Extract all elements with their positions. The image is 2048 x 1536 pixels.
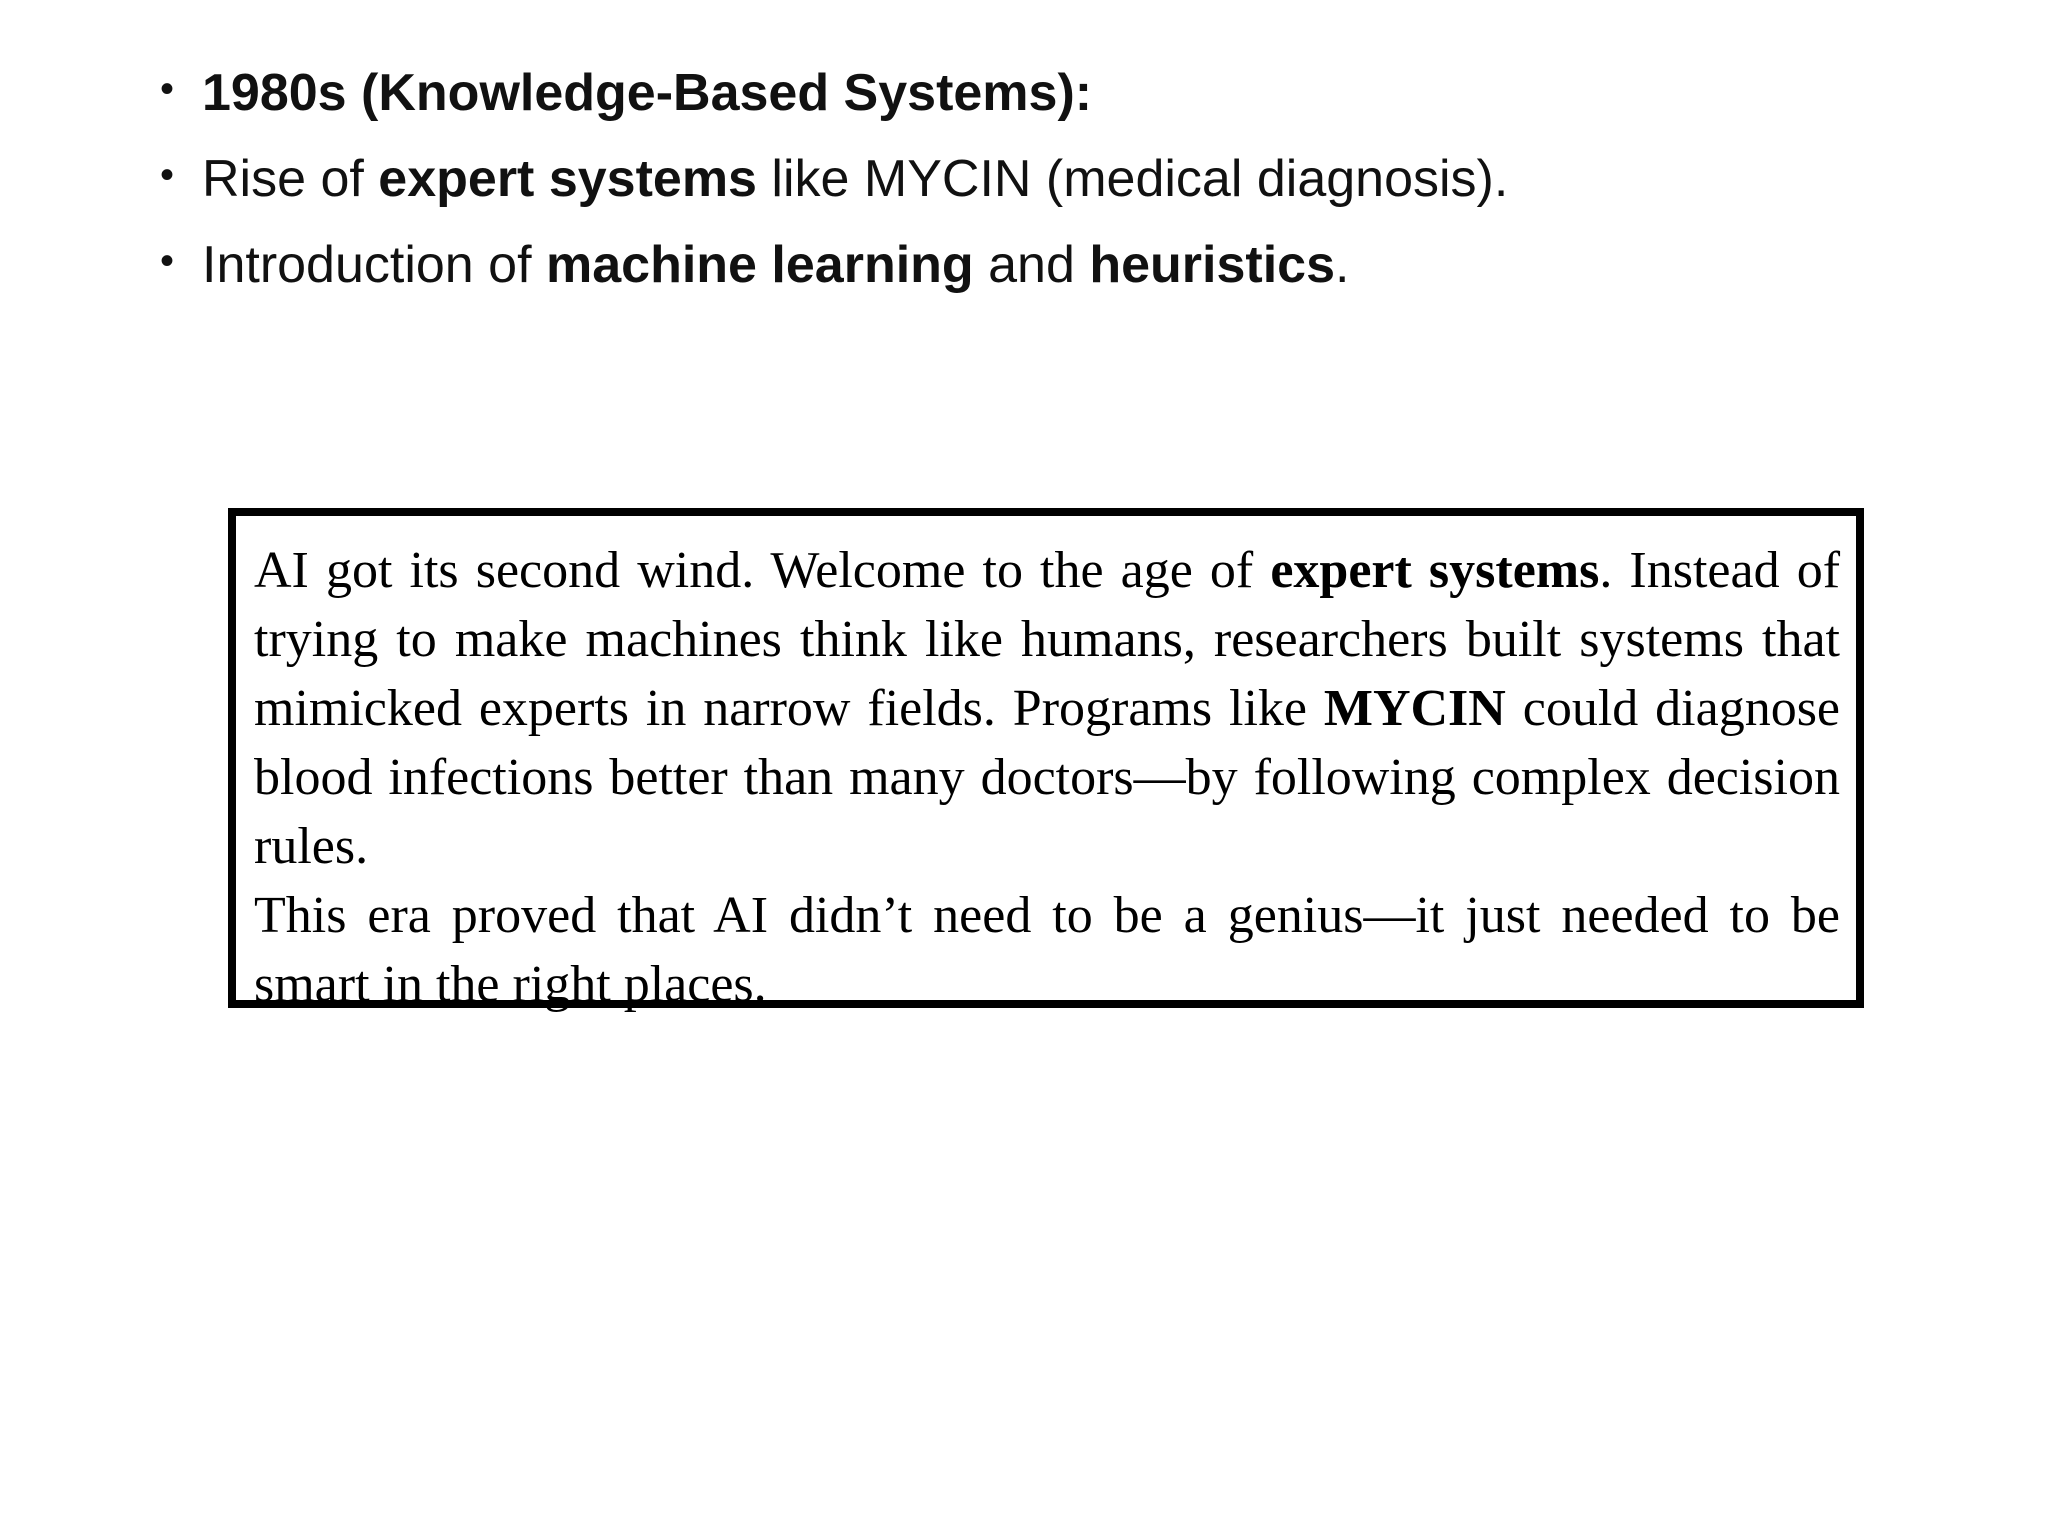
bullet-text: Introduction of: [202, 236, 546, 294]
callout-emphasis: expert systems: [1270, 542, 1600, 599]
callout-text: AI got its second wind. Welcome to the age of: [254, 542, 1271, 599]
bullet-dot-icon: •: [160, 67, 175, 111]
bullet-dot-icon: •: [160, 153, 175, 197]
callout-paragraph: This era proved that AI didn’t need to be a genius—it just needed to be smart in the right places.: [254, 887, 1840, 1013]
bullet-heading: 1980s (Knowledge-Based Systems):: [202, 64, 1093, 122]
bullet-item: [160, 58, 1508, 144]
bullet-item: [160, 144, 1508, 230]
bullet-text: and: [973, 236, 1090, 294]
bullet-text: Rise of: [202, 150, 379, 208]
bullet-list: [160, 58, 1508, 316]
bullet-emphasis: heuristics: [1089, 236, 1335, 294]
callout-text: could diagnose blood infections better than many doctors—by following complex decision rules.: [254, 680, 1841, 875]
bullet-text: .: [1335, 236, 1350, 294]
bullet-text: like MYCIN (medical diagnosis).: [756, 150, 1509, 208]
bullet-emphasis: expert systems: [378, 150, 757, 208]
callout-paragraph: [254, 536, 1840, 881]
bullet-dot-icon: •: [160, 239, 175, 283]
callout-box: [228, 508, 1864, 1013]
bullet-item: [160, 230, 1508, 316]
callout-text: . Instead of trying to make machines think like humans, researchers built systems that mimicked experts in narrow fields. Programs like: [254, 542, 1841, 737]
bullet-emphasis: machine learning: [546, 236, 974, 294]
callout-emphasis: MYCIN: [1323, 680, 1506, 737]
